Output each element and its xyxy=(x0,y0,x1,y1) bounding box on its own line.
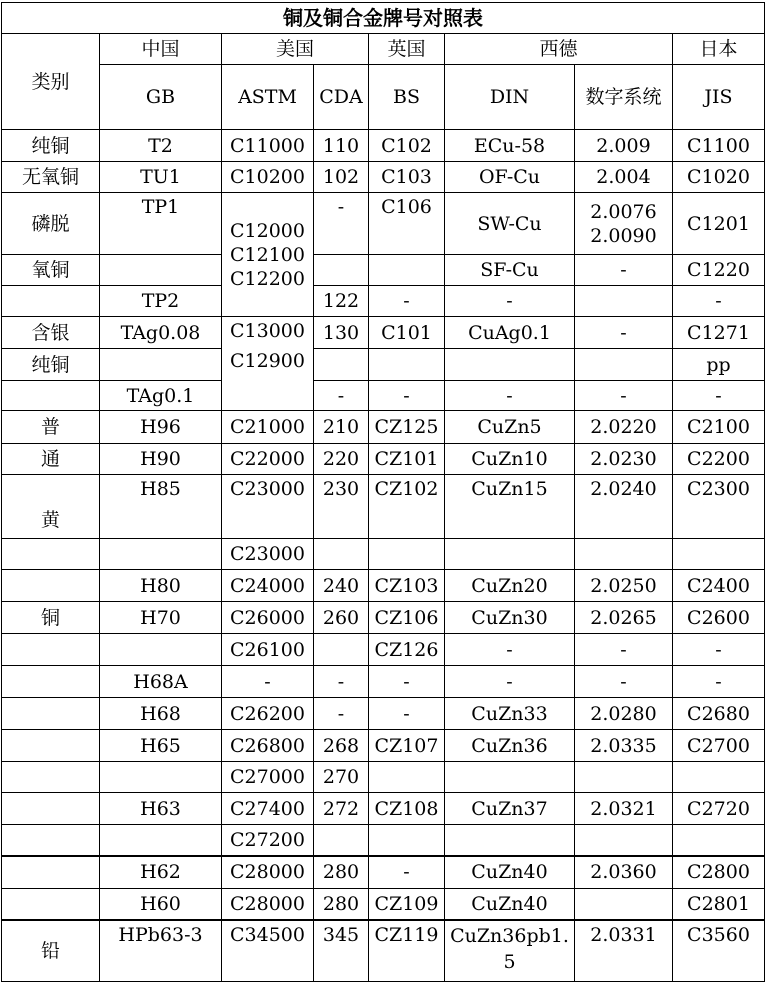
cell-cda xyxy=(314,539,369,570)
table-row xyxy=(2,602,765,634)
cell-din: CuZn15 xyxy=(445,475,575,539)
category-header: 类别 xyxy=(2,34,100,130)
cell-din-number: 2.0321 xyxy=(575,793,673,825)
cell-din: OF-Cu xyxy=(445,162,575,193)
cell-bs: CZ102 xyxy=(369,475,445,539)
cell-din: - xyxy=(445,634,575,666)
cell-bs: - xyxy=(369,698,445,730)
cell-bs: C103 xyxy=(369,162,445,193)
cell-astm: C26800 xyxy=(222,730,314,762)
cell-astm: C28000 xyxy=(222,856,314,889)
table-row xyxy=(2,286,765,317)
cell-din: CuZn36 xyxy=(445,730,575,762)
cell-cda: 220 xyxy=(314,444,369,475)
cell-jis: C1271 xyxy=(673,317,765,349)
cell-din: CuZn40 xyxy=(445,856,575,889)
cell-gb: H80 xyxy=(100,570,222,602)
table-row xyxy=(2,634,765,666)
country-usa: 美国 xyxy=(222,34,369,65)
cell-category: 铅 xyxy=(2,920,100,982)
cell-astm: C12200 xyxy=(230,267,305,290)
cell-astm: C12100 xyxy=(230,243,305,266)
cell-category xyxy=(2,856,100,889)
cell-jis: C2720 xyxy=(673,793,765,825)
table-row xyxy=(2,381,765,411)
cell-din xyxy=(445,539,575,570)
standard-header-row xyxy=(2,65,765,130)
cell-category: 黄 xyxy=(2,475,100,539)
cell-jis: C2801 xyxy=(673,889,765,920)
table-row xyxy=(2,856,765,889)
cell-bs: CZ107 xyxy=(369,730,445,762)
cell-gb: H62 xyxy=(100,856,222,889)
cell-cda: 272 xyxy=(314,793,369,825)
cell-cda: 110 xyxy=(314,130,369,162)
cell-astm: C13000 xyxy=(230,320,305,342)
country-header-row xyxy=(2,34,765,65)
cell-din-number xyxy=(575,762,673,793)
table-row xyxy=(2,475,765,539)
cell-jis xyxy=(673,762,765,793)
cell-bs: CZ108 xyxy=(369,793,445,825)
table-row xyxy=(2,889,765,920)
cell-astm: C22000 xyxy=(222,444,314,475)
cell-category: 含银 xyxy=(2,317,100,349)
table-row xyxy=(2,825,765,856)
table-row xyxy=(2,539,765,570)
cell-din-number xyxy=(575,349,673,381)
cell-din-number-group xyxy=(575,193,673,255)
cell-astm: C23000 xyxy=(222,539,314,570)
cell-jis: C2680 xyxy=(673,698,765,730)
cell-gb: T2 xyxy=(100,130,222,162)
cell-din: - xyxy=(445,666,575,698)
cell-din: CuZn20 xyxy=(445,570,575,602)
std-cda: CDA xyxy=(314,65,369,130)
table-row xyxy=(2,730,765,762)
cell-gb: H85 xyxy=(100,475,222,539)
cell-bs: CZ103 xyxy=(369,570,445,602)
cell-category xyxy=(2,634,100,666)
cell-din-number: 2.0230 xyxy=(575,444,673,475)
cell-bs: - xyxy=(369,286,445,317)
cell-cda: 280 xyxy=(314,889,369,920)
cell-din-number: 2.0250 xyxy=(575,570,673,602)
cell-bs: CZ101 xyxy=(369,444,445,475)
table-row xyxy=(2,793,765,825)
cell-jis: C2800 xyxy=(673,856,765,889)
cell-gb: HPb63-3 xyxy=(100,920,222,982)
cell-cda: 230 xyxy=(314,475,369,539)
cell-jis: - xyxy=(673,634,765,666)
cell-gb xyxy=(100,255,222,286)
cell-din-number: 2.0331 xyxy=(575,920,673,982)
cell-bs xyxy=(369,539,445,570)
cell-jis: C2600 xyxy=(673,602,765,634)
cell-jis: C1201 xyxy=(673,193,765,255)
cell-din xyxy=(445,349,575,381)
cell-bs: - xyxy=(369,666,445,698)
cell-astm: C24000 xyxy=(222,570,314,602)
cell-din-number: 2.004 xyxy=(575,162,673,193)
cell-category: 纯铜 xyxy=(2,130,100,162)
cell-din-number: 2.0076 xyxy=(590,200,657,223)
cell-gb: H68 xyxy=(100,698,222,730)
std-gb: GB xyxy=(100,65,222,130)
cell-category xyxy=(2,889,100,920)
cell-bs: - xyxy=(369,381,445,411)
cell-astm: C27200 xyxy=(222,825,314,856)
cell-category xyxy=(2,730,100,762)
cell-jis: - xyxy=(673,381,765,411)
cell-category: 普 xyxy=(2,411,100,444)
cell-jis: C1100 xyxy=(673,130,765,162)
cell-bs xyxy=(369,762,445,793)
cell-bs xyxy=(369,349,445,381)
cell-gb: H90 xyxy=(100,444,222,475)
cell-din-number xyxy=(575,889,673,920)
cell-gb xyxy=(100,539,222,570)
table-row xyxy=(2,317,765,349)
cell-din-number: 2.0360 xyxy=(575,856,673,889)
cell-bs: CZ109 xyxy=(369,889,445,920)
cell-cda xyxy=(314,255,369,286)
cell-jis: C2300 xyxy=(673,475,765,539)
cell-din: CuZn37 xyxy=(445,793,575,825)
cell-din: CuAg0.1 xyxy=(445,317,575,349)
cell-cda: 122 xyxy=(314,286,369,317)
cell-category xyxy=(2,539,100,570)
cell-din-number: 2.0265 xyxy=(575,602,673,634)
cell-din-number: - xyxy=(575,317,673,349)
cell-category xyxy=(2,698,100,730)
cell-cda: 345 xyxy=(314,920,369,982)
cell-category: 氧铜 xyxy=(2,255,100,286)
cell-din: CuZn36pb1.5 xyxy=(445,920,575,982)
table-row xyxy=(2,698,765,730)
cell-cda: 130 xyxy=(314,317,369,349)
cell-cda xyxy=(314,825,369,856)
cell-astm: C27400 xyxy=(222,793,314,825)
cell-gb: H96 xyxy=(100,411,222,444)
cell-astm: C12000 xyxy=(230,219,305,242)
cell-din-number: 2.0335 xyxy=(575,730,673,762)
std-bs: BS xyxy=(369,65,445,130)
cell-category: 纯铜 xyxy=(2,349,100,381)
cell-jis: C2200 xyxy=(673,444,765,475)
cell-din-number: - xyxy=(575,381,673,411)
cell-bs: C102 xyxy=(369,130,445,162)
cell-astm: - xyxy=(222,666,314,698)
table-row xyxy=(2,162,765,193)
cell-jis: C1220 xyxy=(673,255,765,286)
cell-gb: H63 xyxy=(100,793,222,825)
cell-din xyxy=(445,762,575,793)
cell-cda: 280 xyxy=(314,856,369,889)
cell-bs xyxy=(369,825,445,856)
cell-category xyxy=(2,825,100,856)
cell-jis: C2700 xyxy=(673,730,765,762)
cell-din: CuZn30 xyxy=(445,602,575,634)
table-row xyxy=(2,255,765,286)
table-row xyxy=(2,570,765,602)
cell-cda: - xyxy=(314,381,369,411)
cell-din: CuZn33 xyxy=(445,698,575,730)
country-germany: 西德 xyxy=(445,34,673,65)
cell-jis: C3560 xyxy=(673,920,765,982)
cell-din: CuZn40 xyxy=(445,889,575,920)
cell-gb: H68A xyxy=(100,666,222,698)
cell-astm: C28000 xyxy=(222,889,314,920)
cell-category xyxy=(2,666,100,698)
cell-jis: C1020 xyxy=(673,162,765,193)
cell-din: - xyxy=(445,381,575,411)
cell-jis: pp xyxy=(673,349,765,381)
grade-table xyxy=(1,2,765,982)
cell-bs xyxy=(369,255,445,286)
cell-category xyxy=(2,570,100,602)
cell-jis xyxy=(673,539,765,570)
cell-jis xyxy=(673,825,765,856)
std-jis: JIS xyxy=(673,65,765,130)
title-row xyxy=(2,3,765,34)
cell-bs: C101 xyxy=(369,317,445,349)
cell-gb: H70 xyxy=(100,602,222,634)
cell-astm: C26200 xyxy=(222,698,314,730)
std-din-number: 数字系统 xyxy=(575,65,673,130)
table-row xyxy=(2,444,765,475)
cell-jis: - xyxy=(673,286,765,317)
cell-astm: C34500 xyxy=(222,920,314,982)
cell-category xyxy=(2,286,100,317)
cell-din-number: 2.009 xyxy=(575,130,673,162)
table-row xyxy=(2,411,765,444)
cell-astm-group xyxy=(222,317,314,411)
cell-jis: C2100 xyxy=(673,411,765,444)
cell-din: SF-Cu xyxy=(445,255,575,286)
cell-din-number: 2.0220 xyxy=(575,411,673,444)
cell-astm: C26000 xyxy=(222,602,314,634)
cell-din-number: 2.0240 xyxy=(575,475,673,539)
cell-bs: CZ119 xyxy=(369,920,445,982)
cell-cda xyxy=(314,349,369,381)
cell-category: 磷脱 xyxy=(2,193,100,255)
cell-din xyxy=(445,825,575,856)
cell-din: CuZn10 xyxy=(445,444,575,475)
cell-astm: C11000 xyxy=(222,130,314,162)
cell-din: SW-Cu xyxy=(445,193,575,255)
table-row xyxy=(2,762,765,793)
cell-din-number: 2.0280 xyxy=(575,698,673,730)
cell-bs: CZ126 xyxy=(369,634,445,666)
cell-din-number: - xyxy=(575,634,673,666)
cell-cda: 210 xyxy=(314,411,369,444)
table-row xyxy=(2,130,765,162)
cell-cda: 268 xyxy=(314,730,369,762)
cell-din: ECu-58 xyxy=(445,130,575,162)
cell-cda: - xyxy=(314,193,369,255)
country-japan: 日本 xyxy=(673,34,765,65)
table-row xyxy=(2,349,765,381)
cell-gb xyxy=(100,349,222,381)
cell-gb: H60 xyxy=(100,889,222,920)
cell-gb xyxy=(100,762,222,793)
cell-gb: TAg0.1 xyxy=(100,381,222,411)
cell-bs: C106 xyxy=(369,193,445,255)
country-uk: 英国 xyxy=(369,34,445,65)
cell-din: CuZn5 xyxy=(445,411,575,444)
cell-cda: 102 xyxy=(314,162,369,193)
cell-category: 铜 xyxy=(2,602,100,634)
cell-category xyxy=(2,762,100,793)
cell-cda: 270 xyxy=(314,762,369,793)
cell-din: - xyxy=(445,286,575,317)
cell-cda: - xyxy=(314,698,369,730)
country-china: 中国 xyxy=(100,34,222,65)
cell-gb xyxy=(100,634,222,666)
cell-astm: C26100 xyxy=(222,634,314,666)
cell-bs: CZ106 xyxy=(369,602,445,634)
cell-jis: C2400 xyxy=(673,570,765,602)
cell-astm-group xyxy=(222,193,314,317)
cell-gb xyxy=(100,825,222,856)
table-row xyxy=(2,193,765,255)
cell-category xyxy=(2,381,100,411)
cell-din-number xyxy=(575,825,673,856)
cell-cda xyxy=(314,634,369,666)
cell-cda: 240 xyxy=(314,570,369,602)
cell-jis: - xyxy=(673,666,765,698)
cell-din-number: - xyxy=(575,666,673,698)
std-astm: ASTM xyxy=(222,65,314,130)
table-title: 铜及铜合金牌号对照表 xyxy=(2,3,765,34)
cell-gb: H65 xyxy=(100,730,222,762)
cell-bs: CZ125 xyxy=(369,411,445,444)
cell-category: 无氧铜 xyxy=(2,162,100,193)
cell-astm: C27000 xyxy=(222,762,314,793)
cell-category: 通 xyxy=(2,444,100,475)
cell-astm: C21000 xyxy=(222,411,314,444)
cell-gb: TP2 xyxy=(100,286,222,317)
table-row xyxy=(2,920,765,982)
cell-astm: C23000 xyxy=(222,475,314,539)
cell-cda: - xyxy=(314,666,369,698)
std-din: DIN xyxy=(445,65,575,130)
cell-din-number xyxy=(575,539,673,570)
cell-astm: C10200 xyxy=(222,162,314,193)
cell-din-number: - xyxy=(575,255,673,286)
cell-cda: 260 xyxy=(314,602,369,634)
cell-gb: TU1 xyxy=(100,162,222,193)
cell-bs: - xyxy=(369,856,445,889)
cell-din-number xyxy=(575,286,673,317)
table-row xyxy=(2,666,765,698)
cell-gb: TP1 xyxy=(100,193,222,255)
cell-astm: C12900 xyxy=(230,350,305,372)
cell-din-number: 2.0090 xyxy=(590,224,657,247)
cell-category xyxy=(2,793,100,825)
cell-gb: TAg0.08 xyxy=(100,317,222,349)
